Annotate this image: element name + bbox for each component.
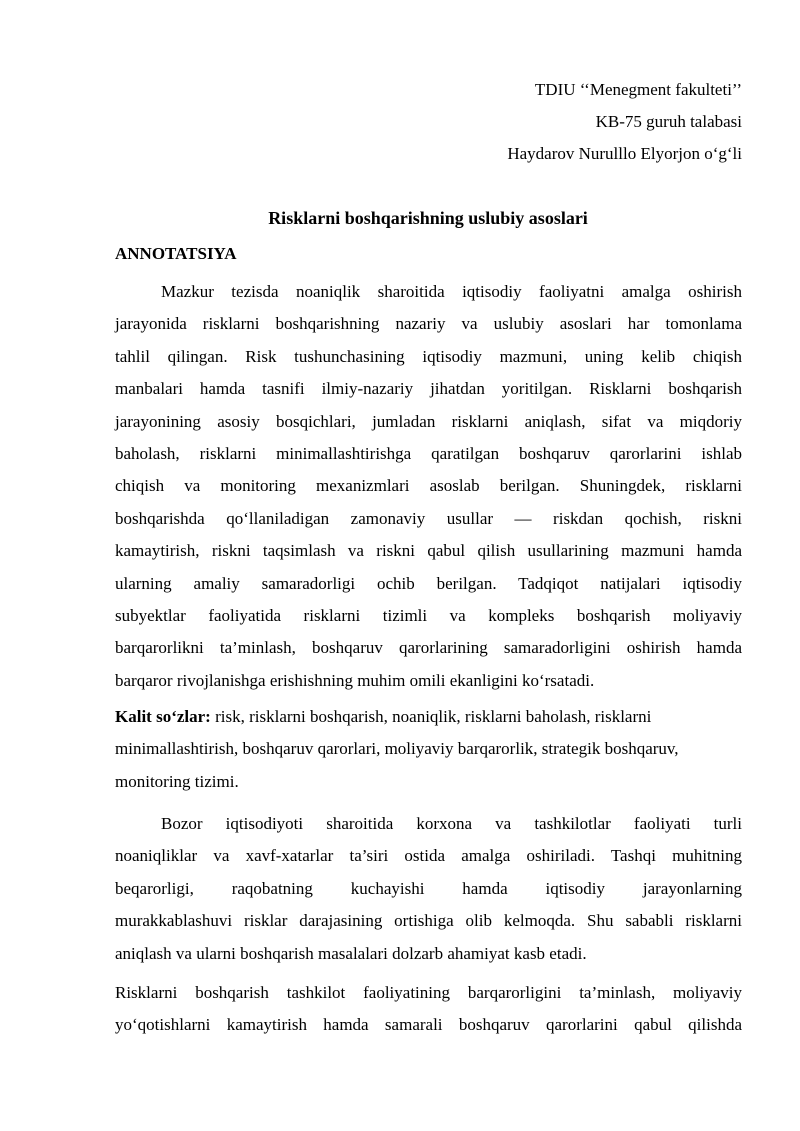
keywords-paragraph [115, 701, 742, 798]
document-title: Risklarni boshqarishning uslubiy asoslari [268, 208, 588, 228]
group-line: KB-75 guruh talabasi [595, 112, 742, 131]
annotation-paragraph [115, 276, 742, 697]
text-line: jarayonida risklarni boshqarishning nazariy va uslubiy asoslari har tomonlama [115, 314, 742, 334]
text-line: boshqarishda qo‘llaniladigan zamonaviy usullar — riskdan qochish, riskni [115, 508, 742, 528]
text-line: yo‘qotishlarni kamaytirish hamda samarali boshqaruv qarorlarini qabul qilishda [115, 1015, 742, 1035]
text-line: kamaytirish, riskni taqsimlash va riskni qabul qilish usullarining mazmuni hamda [115, 541, 742, 561]
body-paragraph-1 [115, 808, 742, 970]
keywords-line [115, 701, 742, 733]
text-line: jarayonining asosiy bosqichlari, jumladan risklarni aniqlash, sifat va miqdoriy [115, 411, 742, 431]
text-line: aniqlash va ularni boshqarish masalalari dolzarb ahamiyat kasb etadi. [115, 943, 587, 963]
annotation-heading: ANNOTATSIYA [115, 244, 237, 263]
author-name: Haydarov Nurulllo Elyorjon o‘g‘li [507, 144, 742, 163]
text-line: barqaror rivojlanishga erishishning muhim omili ekanligini ko‘rsatadi. [115, 670, 595, 690]
keywords-line: minimallashtirish, boshqaruv qarorlari, moliyaviy barqarorlik, strategik boshqaruv, [115, 739, 679, 759]
text-line: Bozor iqtisodiyoti sharoitida korxona va tashkilotlar faoliyati turli [161, 814, 742, 833]
text-line: beqarorligi, raqobatning kuchayishi hamda iqtisodiy jarayonlarning [115, 878, 742, 898]
text-line: baholash, risklarni minimallashtirishga qaratilgan boshqaruv qarorlarini ishlab [115, 444, 742, 464]
text-line: ularning amaliy samaradorligi ochib berilgan. Tadqiqot natijalari iqtisodiy [115, 573, 742, 593]
keywords-label: Kalit so‘zlar: [115, 707, 211, 726]
text-line: Risklarni boshqarish tashkilot faoliyatining barqarorligini ta’minlash, moliyaviy [115, 983, 742, 1002]
keywords-line: monitoring tizimi. [115, 771, 239, 791]
text-line: tahlil qilingan. Risk tushunchasining iqtisodiy mazmuni, uning kelib chiqish [115, 346, 742, 366]
body-paragraph-2 [115, 977, 742, 1042]
text-line: subyektlar faoliyatida risklarni tizimli va kompleks boshqarish moliyaviy [115, 606, 742, 626]
text-line: barqarorlikni ta’minlash, boshqaruv qarorlarining samaradorligini oshirish hamda [115, 638, 742, 658]
text-line: Mazkur tezisda noaniqlik sharoitida iqtisodiy faoliyatni amalga oshirish [161, 282, 742, 301]
faculty-line: TDIU ‘‘Menegment fakulteti’’ [534, 80, 742, 99]
text-line: chiqish va monitoring mexanizmlari asoslab berilgan. Shuningdek, risklarni [115, 476, 742, 496]
text-line: noaniqliklar va xavf-xatarlar ta’siri ostida amalga oshiriladi. Tashqi muhitning [115, 846, 742, 866]
keywords-text: risk, risklarni boshqarish, noaniqlik, risklarni baholash, risklarni [210, 707, 652, 726]
text-line: manbalari hamda tasnifi ilmiy-nazariy jihatdan yoritilgan. Risklarni boshqarish [115, 379, 742, 399]
author-info [507, 74, 742, 170]
text-line: murakkablashuvi risklar darajasining ortishiga olib kelmoqda. Shu sababli risklarni [115, 911, 742, 931]
